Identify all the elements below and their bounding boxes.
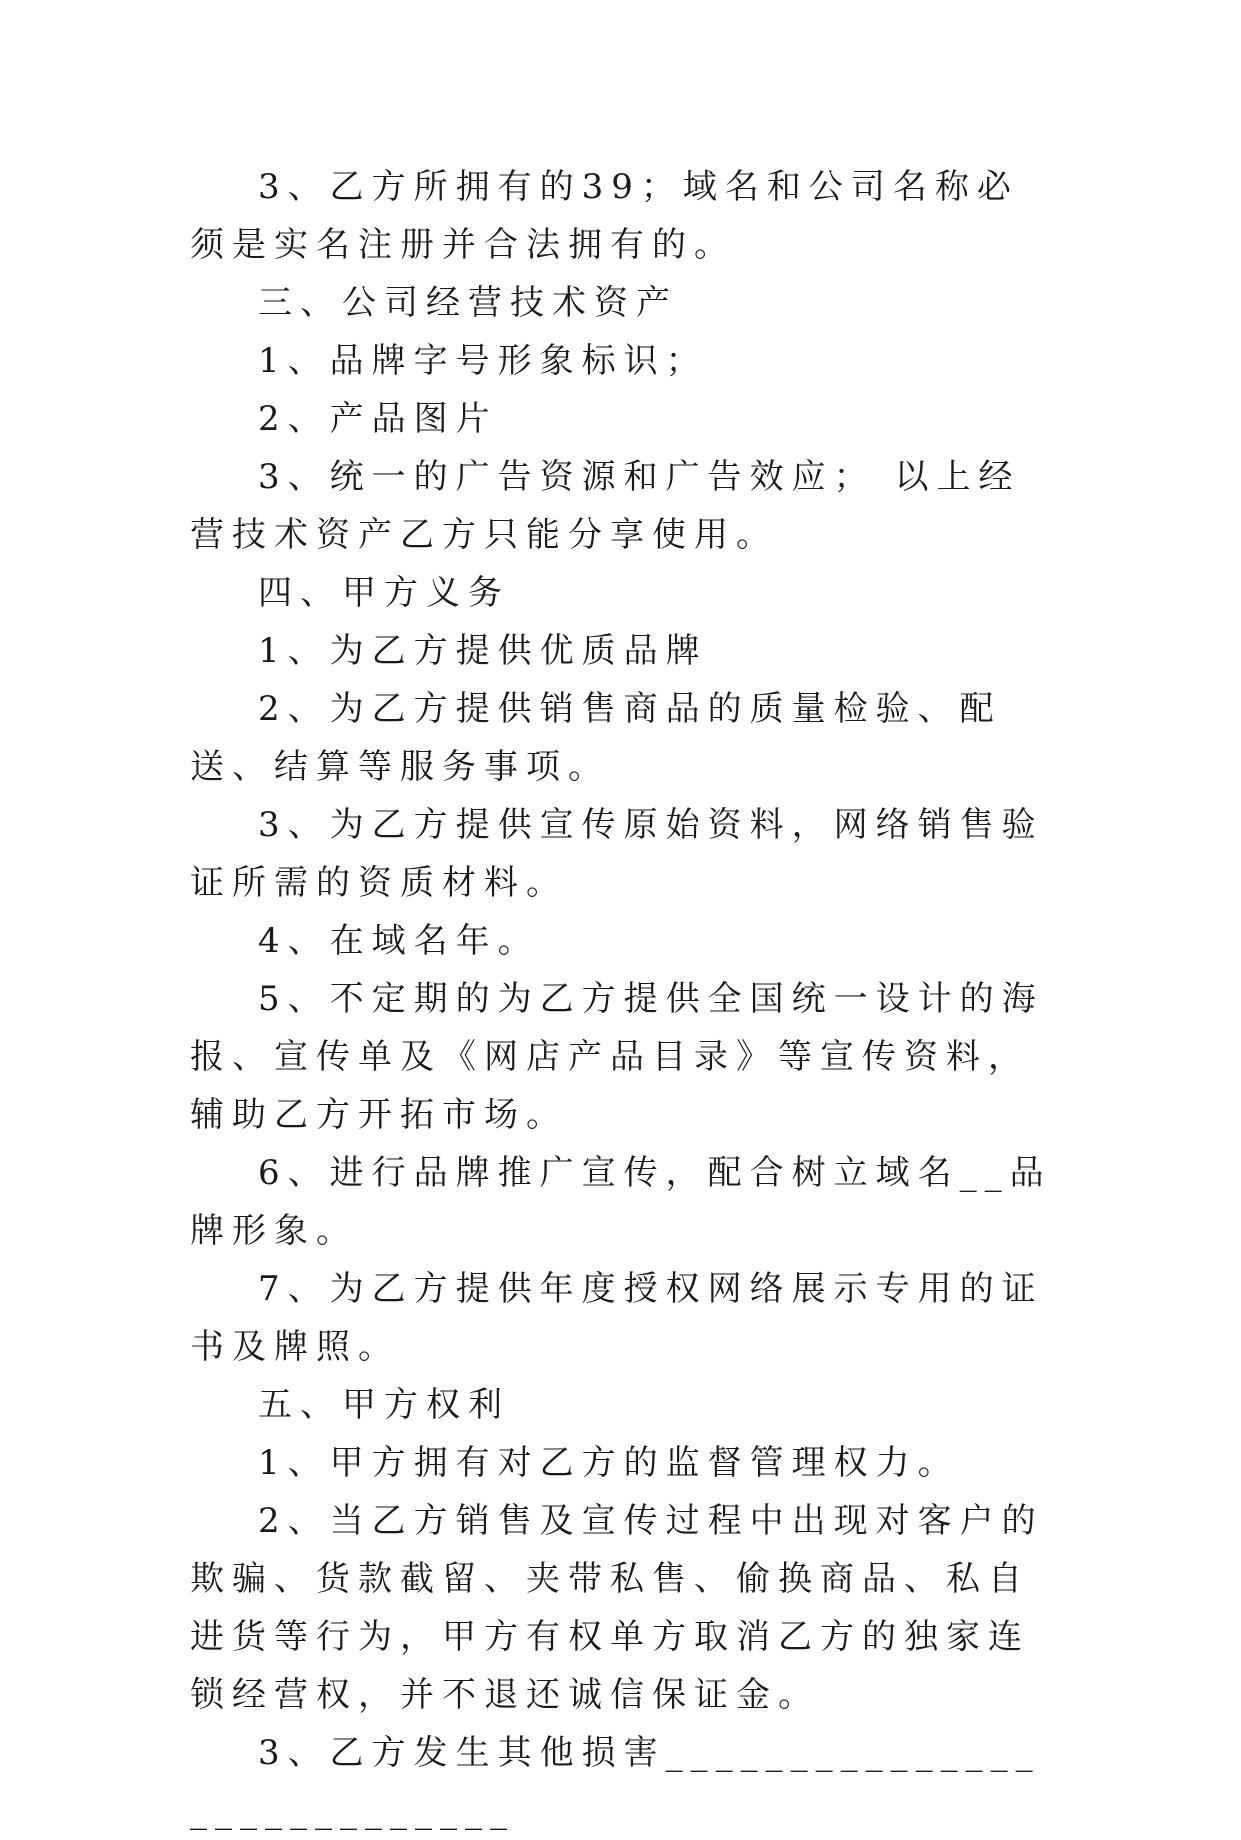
paragraph-13: 7、为乙方提供年度授权网络展示专用的证书及牌照。 [190, 1269, 1044, 1367]
paragraph-1: 3、乙方所拥有的39；域名和公司名称必须是实名注册并合法拥有的。 [190, 167, 1019, 265]
section-heading-5: 五、甲方权利 [258, 1385, 510, 1425]
paragraph-12: 6、进行品牌推广宣传，配合树立域名__品牌形象。 [190, 1153, 1052, 1251]
paragraph-4: 2、产品图片 [258, 399, 498, 439]
document-body [190, 158, 1052, 1840]
section-heading-3: 三、公司经营技术资产 [258, 283, 678, 323]
paragraph-11: 5、不定期的为乙方提供全国统一设计的海报、宣传单及《网店产品目录》等宣传资料，辅助乙方开拓市场。 [190, 979, 1044, 1135]
paragraph-3: 1、品牌字号形象标识； [258, 341, 708, 381]
paragraph-15: 1、甲方拥有对乙方的监督管理权力。 [258, 1443, 960, 1483]
paragraph-17: 3、乙方发生其他损害____________________________ [190, 1733, 1041, 1831]
paragraph-9: 3、为乙方提供宣传原始资料，网络销售验证所需的资质材料。 [190, 805, 1044, 903]
section-heading-4: 四、甲方义务 [258, 573, 510, 613]
paragraph-7: 1、为乙方提供优质品牌 [258, 631, 708, 671]
paragraph-5: 3、统一的广告资源和广告效应； 以上经营技术资产乙方只能分享使用。 [190, 457, 1021, 555]
paragraph-8: 2、为乙方提供销售商品的质量检验、配送、结算等服务事项。 [190, 689, 1002, 787]
paragraph-10: 4、在域名年。 [258, 921, 540, 961]
paragraph-16: 2、当乙方销售及宣传过程中出现对客户的欺骗、货款截留、夹带私售、偷换商品、私自进货等行为，甲方有权单方取消乙方的独家连锁经营权，并不退还诚信保证金。 [190, 1501, 1044, 1715]
